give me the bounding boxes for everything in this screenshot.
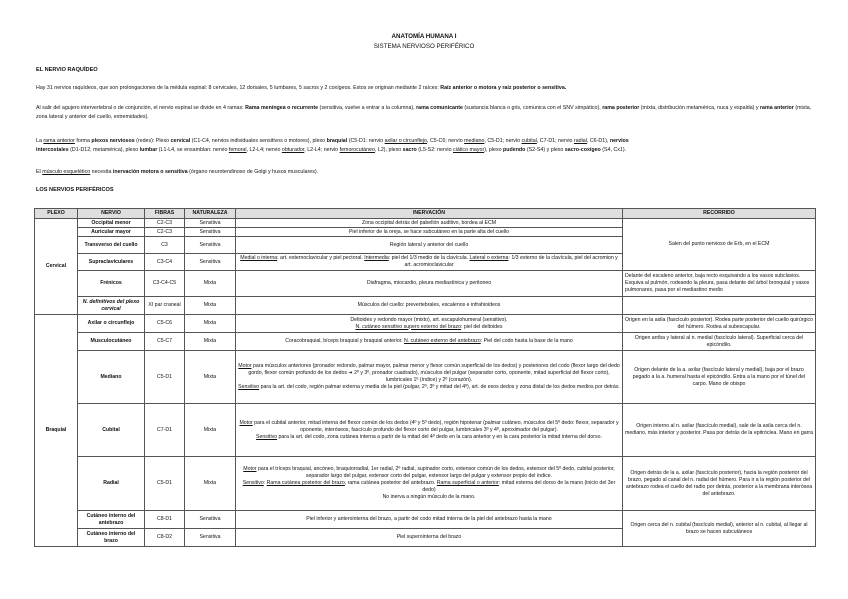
fibras-cell: C3 (145, 237, 185, 254)
header-fibras: FIBRAS (145, 209, 185, 219)
fibras-cell: XI par craneal (145, 297, 185, 315)
text-run-bold: Rama meníngea o recurrente (245, 105, 319, 111)
text-run: para la art. del codo, zona cutánea interna a partir de la mitad del 4º dedo en la cara anterior y en la cara posterior la mitad interna del dorso. (277, 433, 602, 440)
text-run: necesita (90, 169, 113, 175)
text-run: (mixta, zona lateral y anterior del cuello, extremidades). (36, 105, 812, 120)
naturaleza-cell: Mixta (185, 315, 236, 333)
inervacion-cell (236, 333, 623, 351)
text-run-underline: Sensitivo (238, 384, 260, 390)
text-run-underline: Rama cutánea posterior del brazo (266, 480, 345, 486)
table-row (35, 297, 816, 315)
text-run-underline: Sensitivo (256, 433, 278, 440)
nervio-cell: Auricular mayor (78, 228, 145, 237)
table-row (35, 511, 816, 529)
fibras-cell: C8-D2 (145, 529, 185, 547)
recorrido-cell: Origen interno al n. axilar (fascículo medial), sale de la axila cerca del n. mediano, más interior y posterior. Pasa por detrás de la epitróclea. Mano en garra (623, 404, 816, 457)
paragraph-musculo (36, 168, 814, 177)
header-plexo: PLEXO (35, 209, 78, 219)
table-header-row (35, 209, 816, 219)
header-inervacion: INERVACIÓN (236, 209, 623, 219)
table-row (35, 457, 816, 511)
text-run-underline: N. cutáneo externo del antebrazo (404, 338, 481, 344)
text-run: : mitad externa del dorso de la mano (inicio del 3er dedo) (422, 480, 616, 493)
text-run-underline: femoral (228, 146, 247, 153)
text-run: , rama cutánea posterior del antebrazo. (344, 480, 437, 486)
text-run: , L2-L4; nervio (246, 146, 282, 153)
document-title: ANATOMÍA HUMANA I (391, 33, 457, 40)
text-run: (mixta, distribución metamérica, nuca y espalda) y (639, 105, 760, 111)
fibras-cell: C2-C3 (145, 228, 185, 237)
inervacion-cell (236, 404, 623, 457)
text-run-bold: sacro (402, 146, 417, 153)
section-heading-perifericos: LOS NERVIOS PERIFÉRICOS (36, 187, 114, 193)
naturaleza-cell: Sensitiva (185, 254, 236, 271)
text-run: La (36, 138, 44, 144)
fibras-cell: C5-C6 (145, 315, 185, 333)
inervacion-cell: Músculos del cuello: prevertebrales, escalenos e infrahioideos (236, 297, 623, 315)
nervio-cell: Supraclaviculares (78, 254, 145, 271)
plexo-cell-braquial: Braquial (35, 315, 78, 547)
inervacion-cell (236, 457, 623, 511)
paragraph-raquideos (36, 84, 814, 93)
text-run: (L1-L4, se ensamblan: nervio (157, 146, 229, 153)
text-run-bold: rama posterior (602, 105, 640, 111)
table-row (35, 315, 816, 333)
text-run-bold: nervios (609, 138, 629, 144)
text-run-underline: Intermedia (364, 255, 389, 261)
text-run: (redes): Plexo (134, 138, 171, 144)
text-run: Al salir del agujero intervertebral o de conjunción, el nervio espinal se divide en 4 ramas: (36, 105, 246, 111)
table-row (35, 219, 816, 228)
table-row (35, 351, 816, 404)
inervacion-cell: Diafragma, miocardio, pleura mediastínica y peritoneo (236, 271, 623, 297)
nervio-cell: N. definitivos del plexo cervical (78, 297, 145, 315)
section-heading-raquideo: EL NERVIO RAQUÍDEO (36, 67, 98, 73)
header-recorrido: RECORRIDO (623, 209, 816, 219)
text-run: El (36, 169, 43, 175)
text-run-bold: inervación motora o sensitiva (112, 169, 188, 175)
naturaleza-cell: Sensitiva (185, 511, 236, 529)
inervacion-cell: Piel superointerna del brazo (236, 529, 623, 547)
table-row (35, 404, 816, 457)
text-run: (S2-S4) y plexo (525, 146, 565, 153)
nerves-table (34, 208, 816, 547)
recorrido-cell: Origen cerca del n. cubital (fascículo medial), anterior al n. cubital, al llegar al brazo se hacen subcutáneos (623, 511, 816, 547)
naturaleza-cell: Mixta (185, 333, 236, 351)
naturaleza-cell: Mixta (185, 271, 236, 297)
inervacion-cell (236, 254, 623, 271)
naturaleza-cell: Sensitiva (185, 228, 236, 237)
fibras-cell: C5-D1 (145, 351, 185, 404)
nervio-cell: Mediano (78, 351, 145, 404)
text-run: Deltoides y redondo mayor (mixto), art. escapulohumeral (sensitivo). (350, 316, 508, 323)
text-run: , C5-C6; nervio (427, 138, 465, 144)
naturaleza-cell: Sensitiva (185, 529, 236, 547)
nervio-cell: Transverso del cuello (78, 237, 145, 254)
recorrido-cell: Salen del punto nervioso de Erb, en el ECM (623, 219, 816, 271)
table-row (35, 271, 816, 297)
nervio-cell: Axilar o circunflejo (78, 315, 145, 333)
fibras-cell: C5-C7 (145, 333, 185, 351)
naturaleza-cell: Sensitiva (185, 219, 236, 228)
text-run: , C6-D1), (586, 138, 610, 144)
text-run-underline: radial (573, 138, 587, 144)
nervio-cell: Cutáneo interno del brazo (78, 529, 145, 547)
text-run: : piel del 1/3 medio de la clavícula. (388, 255, 470, 261)
text-run: , C7-D1; nervio (536, 138, 574, 144)
text-run-underline: ciático mayor (453, 146, 485, 153)
text-run-underline: obturador (281, 146, 305, 153)
text-run-underline: N. cutáneo sensitivo supero externo del brazo (355, 323, 461, 330)
text-run: , L2), plexo (374, 146, 403, 153)
text-run: (S4, Cx1). (600, 146, 627, 153)
text-run-bold: pudendo (503, 146, 526, 153)
inervacion-cell: Piel inferior y anterointerna del brazo, a partir del codo mitad interna de la piel del antebrazo hasta la mano (236, 511, 623, 529)
paragraph-plexos (36, 137, 814, 155)
text-run: Coracobraquial, bíceps braquial y braquial anterior. (285, 338, 405, 344)
text-run-bold: lumbar (139, 146, 158, 153)
text-run-bold: intercostales (36, 146, 69, 153)
recorrido-cell: Origen arriba y lateral al n. medial (fascículo lateral). Superficial cerca del epicóndilo. (623, 333, 816, 351)
text-run-underline: Motor (239, 419, 253, 426)
fibras-cell: C8-D1 (145, 511, 185, 529)
text-run: para el tríceps braquial, ancóneo, braquiorradial, 1er radial, 2º radial, supinador corto, extensor común de los dedos, extensor del 5º dedo, cubital posterior, separador largo del pulgar, extensor corto del pulgar, extensor largo del pulgar y extensor propio del índice. (256, 466, 615, 479)
text-run-underline: cubital (521, 138, 537, 144)
text-run: para el cubital anterior, mitad interna del flexor común de los dedos (4º y 5º dedo), región hipotenar (palmar cutáneo, músculos del 5º dedo: flexor, separador y oponente, interóseos, fascículo profundo del flexor corto del pulgar, lumbricales 3º y 4º, aproximador del pulgar). (252, 419, 619, 433)
text-run-bold: rama comunicante (416, 105, 463, 111)
text-run-bold: rama anterior (760, 105, 794, 111)
document-subtitle: SISTEMA NERVIOSO PERIFÉRICO (373, 43, 475, 50)
fibras-cell: C2-C3 (145, 219, 185, 228)
header-nervio: NERVIO (78, 209, 145, 219)
naturaleza-cell: Mixta (185, 297, 236, 315)
text-run-underline: mediano (464, 138, 485, 144)
inervacion-cell (236, 351, 623, 404)
naturaleza-cell: Sensitiva (185, 237, 236, 254)
inervacion-cell: Región lateral y anterior del cuello (236, 237, 623, 254)
text-run: (sustancia blanca o gris, comunica con el SNV simpático), (462, 105, 603, 111)
inervacion-cell (236, 315, 623, 333)
text-run-underline: músculo esquelético (42, 169, 91, 175)
text-run: (órgano neurotendinoso de Golgi y husos musculares). (187, 169, 319, 175)
text-run: : Piel del codo hasta la base de la mano (480, 338, 573, 344)
text-run: forma (74, 138, 92, 144)
plexo-cell-cervical: Cervical (35, 219, 78, 315)
nervio-cell: Frénicos (78, 271, 145, 297)
recorrido-cell: Origen delante de la a. axilar (fascículo lateral y medial), baja por el brazo pegado a la a. humeral hasta el epicóndilo. Entra a la mano por el túnel del carpo. Mano de obispo (623, 351, 816, 404)
text-run-bold: Raíz anterior o motora y raíz posterior o sensitiva. (440, 85, 567, 91)
text-run: para la art. del codo, región palmar externa y media de la piel (pulgar, 2º, 3º y mitad del 4º), art. de esos dedos y zona distal de los dedos medios por detrás. (259, 384, 620, 390)
text-run-bold: plexos nerviosos (91, 138, 135, 144)
naturaleza-cell: Mixta (185, 404, 236, 457)
header-naturaleza: NATURALEZA (185, 209, 236, 219)
text-run: ), plexo (484, 146, 504, 153)
text-run: , C5-D1; nervio (484, 138, 522, 144)
nervio-cell: Cubital (78, 404, 145, 457)
nervio-cell: Occipital menor (78, 219, 145, 228)
text-run: (C5-D1: nervio (347, 138, 385, 144)
text-run-underline: femorocutáneo (339, 146, 375, 153)
text-run-underline: Lateral o externa (469, 255, 509, 261)
recorrido-cell: Delante del escaleno anterior, baja recto esquivando a los vasos subclavios. Esquiva al pulmón, rodeando la pleura, pasa delante del árbol bronquial y vasos pulmonares, pasa por el mediastino medio (623, 271, 816, 297)
text-run: : 1/3 externo de la clavícula, piel del acromion y art. acromioclavicular (404, 255, 618, 268)
text-run: : piel del deltoides (461, 323, 503, 330)
fibras-cell: C3-C4 (145, 254, 185, 271)
nervio-cell: Cutáneo interno del antebrazo (78, 511, 145, 529)
text-run: (sensitiva, vuelve a entrar a la columna), (318, 105, 417, 111)
nervio-cell: Musculocutáneo (78, 333, 145, 351)
text-run-bold: sacro-coxígeo (564, 146, 601, 153)
text-run: No inerva a ningún músculo de la mano. (382, 494, 476, 500)
text-run: : art. esternoclavicular y piel pectoral. (277, 255, 365, 261)
text-run-underline: rama anterior (43, 138, 75, 144)
inervacion-cell: Piel inferior de la oreja, se hace subcutáneo en la parte alta del cuello (236, 228, 623, 237)
text-run: : (263, 480, 267, 486)
fibras-cell: C5-D1 (145, 457, 185, 511)
text-run: (C1-C4, nervios individuales sensitivos o motores), plexo (190, 138, 327, 144)
text-run-underline: Motor (243, 466, 257, 472)
text-run: Hay 31 nervios raquídeos, que son prolongaciones de la médula espinal: 8 cervicales, 12 dorsales, 5 lumbares, 5 sacros y 2 coxígeos. Estos se originan mediante 2 raíces: (36, 85, 441, 91)
paragraph-ramas (36, 104, 814, 122)
naturaleza-cell: Mixta (185, 457, 236, 511)
recorrido-cell (623, 297, 816, 315)
recorrido-cell: Origen detrás de la a. axilar (fascículo posterior), hacia la región posterior del brazo, pegado al canal del n. radial del húmero. Para ir a la región posterior del antebrazo rodea el cuello del radio por detrás, posterior a la membrana interósea del antebrazo. (623, 457, 816, 511)
table-row (35, 333, 816, 351)
text-run-underline: axilar o circunflejo (384, 138, 428, 144)
recorrido-cell: Origen en la axila (fascículo posterior). Rodea parte posterior del cuello quirúrgico del húmero. Rodea al subescapular. (623, 315, 816, 333)
text-run: (L5-S2: nervio (416, 146, 453, 153)
text-run-bold: cervical (170, 138, 191, 144)
text-run-bold: braquial (326, 138, 348, 144)
inervacion-cell: Zona occipital detrás del pabellón auditivo, bordea al ECM (236, 219, 623, 228)
text-run-underline: Sensitivo (242, 480, 264, 486)
naturaleza-cell: Mixta (185, 351, 236, 404)
text-run-underline: Medial o interna (240, 255, 278, 261)
text-run-underline: Rama superficial o anterior (436, 480, 499, 486)
nervio-cell: Radial (78, 457, 145, 511)
text-run: (D1-D12, metamérica), plexo (68, 146, 140, 153)
text-run: para músculos anteriores (pronador redondo, palmar mayor, palmar menor y flexor común superficial de los dedos) y posteriores del codo (flexor largo del dedo gordo, flexor común profundo de los dedos ➔ 2º y 3º, pronador cuadrado), músculos del pulgar (separador corto, oponente, mitad superficial del flexor corto), lumbricales 1º (índice) y 2º (corazón). (248, 363, 620, 383)
fibras-cell: C3-C4-C5 (145, 271, 185, 297)
text-run-underline: Motor (238, 363, 252, 369)
text-run: , L2-L4; nervio (304, 146, 340, 153)
fibras-cell: C7-D1 (145, 404, 185, 457)
